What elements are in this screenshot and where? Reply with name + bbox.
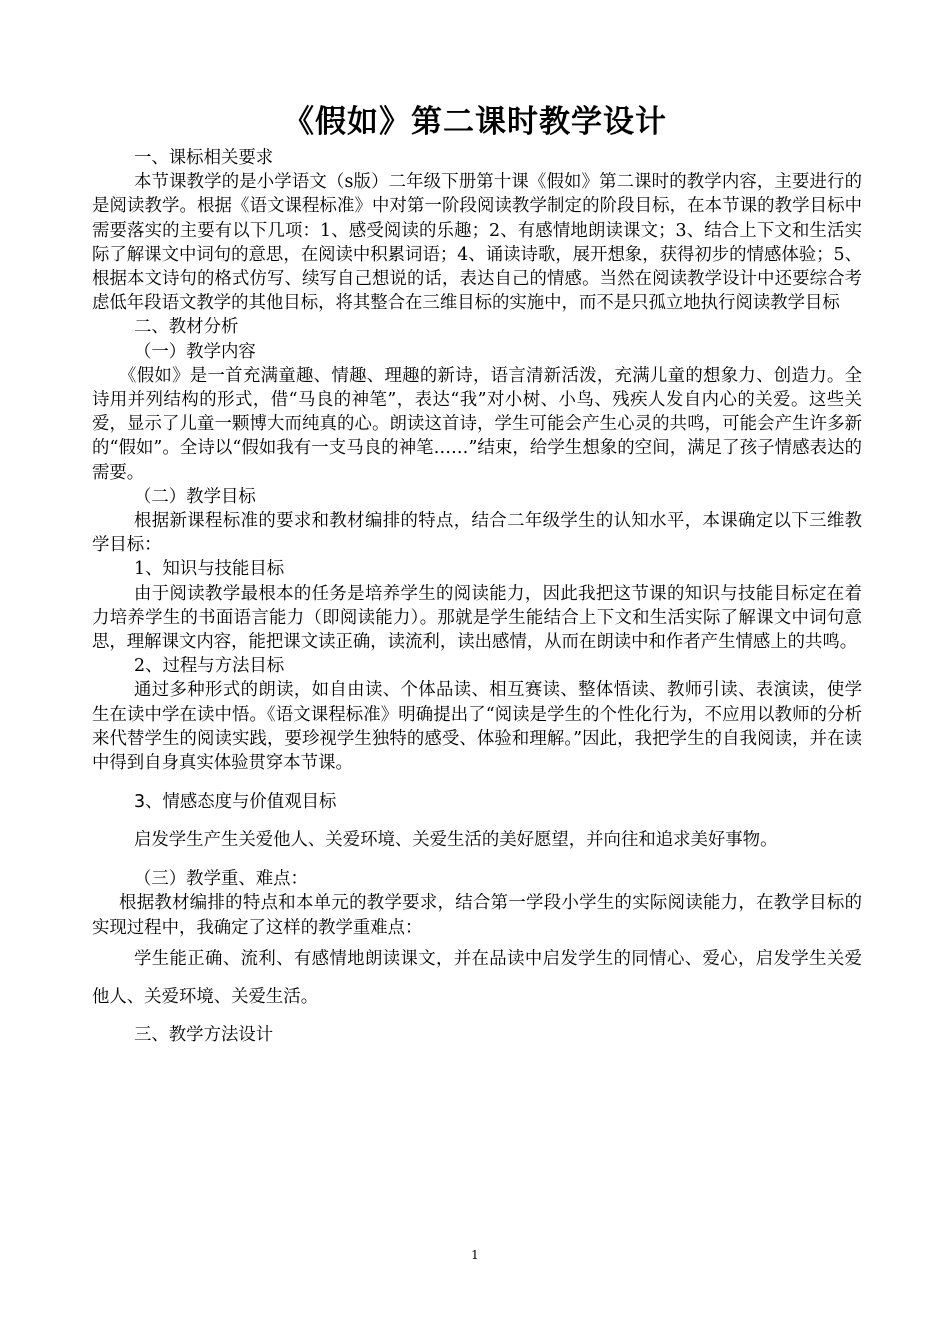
paragraph: 根据教材编排的特点和本单元的教学要求，结合第一学段小学生的实际阅读能力，在教学目标的实现过程中，我确定了这样的教学重难点： [92,893,862,938]
goal-heading: 2、过程与方法目标 [134,656,285,677]
paragraph: 由于阅读教学最根本的任务是培养学生的阅读能力，因此我把这节课的知识与技能目标定在着力培养学生的书面语言能力（即阅读能力）。那就是学生能结合上下文和生活实际了解课文中词句意思，理解课文内容，能把课文读正确，读流利，读出感情，从而在朗读中和作者产生情感上的共鸣。 [92,583,862,653]
section-heading: 二、教材分析 [134,317,239,338]
paragraph: 学生能正确、流利、有感情地朗读课文，并在品读中启发学生的同情心、爱心，启发学生关爱他人、关爱环境、关爱生活。 [92,948,862,1007]
paragraph: 根据新课程标准的要求和教材编排的特点，结合二年级学生的认知水平，本课确定以下三维教学目标： [92,511,862,556]
page-number: 1 [471,1248,479,1262]
document-title: 《假如》第二课时教学设计 [283,104,667,140]
document-body [92,146,862,1054]
paragraph: 启发学生产生关爱他人、关爱环境、关爱生活的美好愿望，并向往和追求美好事物。 [134,830,778,851]
goal-heading: 3、情感态度与价值观目标 [134,792,337,813]
paragraph: 《假如》是一首充满童趣、情趣、理趣的新诗，语言清新活泼，充满儿童的想象力、创造力。全诗用并列结构的形式，借“马良的神笔”，表达“我”对小树、小鸟、残疾人发自内心的关爱。这些关爱，显示了儿童一颗博大而纯真的心。朗读这首诗，学生可能会产生心灵的共鸣，可能会产生许多新的“假如”。全诗以“假如我有一支马良的神笔……”结束，给学生想象的空间，满足了孩子情感表达的需要。 [92,365,862,483]
subsection-heading: （三）教学重、难点： [134,869,308,890]
section-heading: 一、课标相关要求 [134,148,274,168]
paragraph: 本节课教学的是小学语文（s版）二年级下册第十课《假如》第二课时的教学内容，主要进行的是阅读教学。根据《语文课程标准》中对第一阶段阅读教学制定的阶段目标，在本节课的教学目标中需要落实的主要有以下几项：1、感受阅读的乐趣；2、有感情地朗读课文；3、结合上下文和生活实际了解课文中词句的意思，在阅读中积累词语；4、诵读诗歌，展开想象，获得初步的情感体验；5、根据本文诗句的格式仿写、续写自己想说的话，表达自己的情感。当然在阅读教学设计中还要综合考虑低年段语文教学的其他目标，将其整合在三维目标的实施中，而不是只孤立地执行阅读教学目标 [92,172,862,314]
goal-heading: 1、知识与技能目标 [134,559,285,580]
subsection-heading: （二）教学目标 [134,486,256,507]
section-heading: 三、教学方法设计 [134,1024,274,1045]
paragraph: 通过多种形式的朗读，如自由读、个体品读、相互赛读、整体悟读、教师引读、表演读，使学生在读中学在读中悟。《语文课程标准》明确提出了“阅读是学生的个性化行为，不应用以教师的分析来代替学生的阅读实践，要珍视学生独特的感受、体验和理解。”因此，我把学生的自我阅读，并在读中得到自身真实体验贯穿本节课。 [92,680,862,774]
subsection-heading: （一）教学内容 [134,341,256,362]
